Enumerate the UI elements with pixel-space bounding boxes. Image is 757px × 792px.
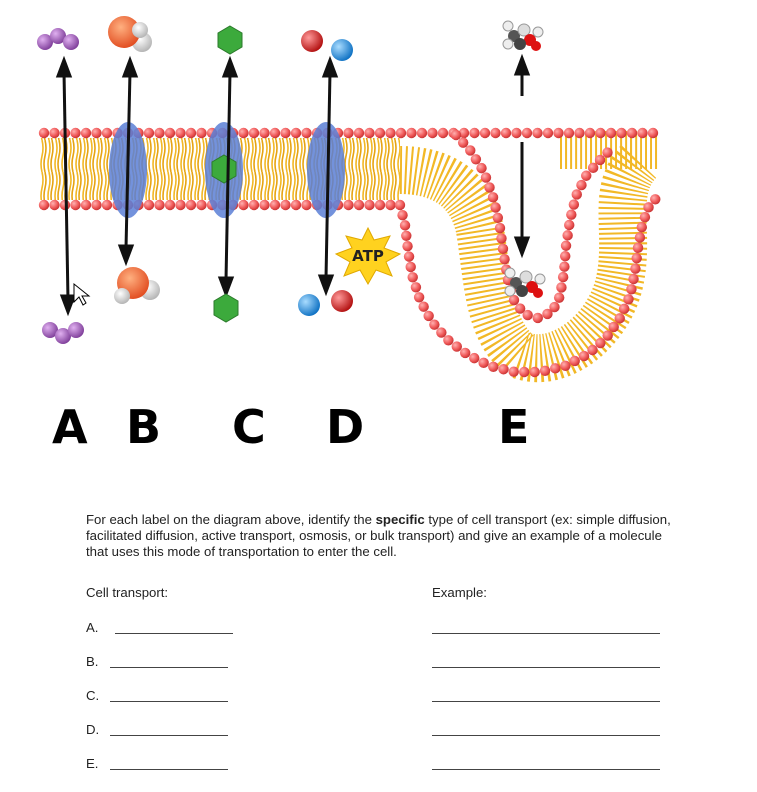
transport-blank-a[interactable] bbox=[115, 620, 233, 634]
phospholipid-head bbox=[270, 128, 280, 138]
phospholipid-head bbox=[560, 251, 570, 261]
phospholipid-head bbox=[564, 220, 574, 230]
molecule-e-in-vesicle bbox=[505, 268, 545, 298]
phospholipid-head bbox=[623, 294, 633, 304]
phospholipid-head bbox=[469, 353, 479, 363]
phospholipid-head bbox=[626, 284, 636, 294]
phospholipid-head bbox=[144, 128, 154, 138]
phospholipid-head bbox=[402, 241, 412, 251]
phospholipid-head bbox=[572, 189, 582, 199]
phospholipid-head bbox=[196, 200, 206, 210]
phospholipid-head bbox=[498, 244, 508, 254]
phospholipid-head bbox=[602, 147, 612, 157]
instructions-text bbox=[86, 512, 676, 560]
phospholipid-head bbox=[481, 172, 491, 182]
cell-transport-heading: Cell transport: bbox=[86, 585, 169, 600]
phospholipid-head bbox=[559, 261, 569, 271]
phospholipid-head bbox=[343, 128, 353, 138]
phospholipid-head bbox=[91, 200, 101, 210]
molecule-c-bottom bbox=[214, 294, 238, 322]
phospholipid-head bbox=[375, 200, 385, 210]
phospholipid-head bbox=[259, 200, 269, 210]
phospholipid-head bbox=[385, 128, 395, 138]
phospholipid-head bbox=[522, 310, 532, 320]
phospholipid-head bbox=[630, 263, 640, 273]
phospholipid-head bbox=[436, 327, 446, 337]
phospholipid-head bbox=[452, 341, 462, 351]
phospholipid-head bbox=[154, 128, 164, 138]
molecule-c-top bbox=[218, 26, 242, 54]
phospholipid-head bbox=[650, 194, 660, 204]
phospholipid-head bbox=[533, 313, 543, 323]
phospholipid-head bbox=[532, 128, 542, 138]
phospholipid-head bbox=[249, 200, 259, 210]
phospholipid-head bbox=[375, 128, 385, 138]
phospholipid-head bbox=[490, 202, 500, 212]
phospholipid-head bbox=[581, 171, 591, 181]
phospholipid-head bbox=[91, 128, 101, 138]
phospholipid-head bbox=[561, 241, 571, 251]
phospholipid-head bbox=[414, 292, 424, 302]
phospholipid-head bbox=[411, 282, 421, 292]
example-blank-b[interactable] bbox=[432, 654, 660, 668]
ion-red-bottom bbox=[331, 290, 353, 312]
phospholipid-head bbox=[70, 128, 80, 138]
instructions-bold: specific bbox=[375, 512, 425, 527]
phospholipid-head bbox=[102, 128, 112, 138]
phospholipid-head bbox=[543, 128, 553, 138]
phospholipid-head bbox=[401, 231, 411, 241]
phospholipid-head bbox=[616, 128, 626, 138]
phospholipid-head bbox=[595, 128, 605, 138]
phospholipid-head bbox=[562, 230, 572, 240]
phospholipid-head bbox=[291, 128, 301, 138]
phospholipid-head bbox=[588, 163, 598, 173]
phospholipid-head bbox=[609, 322, 619, 332]
phospholipid-head bbox=[144, 200, 154, 210]
phospholipid-head bbox=[615, 313, 625, 323]
phospholipid-head bbox=[569, 199, 579, 209]
phospholipid-head bbox=[408, 272, 418, 282]
phospholipid-head bbox=[587, 345, 597, 355]
phospholipid-head bbox=[418, 302, 428, 312]
phospholipid-head bbox=[186, 200, 196, 210]
phospholipid-head bbox=[291, 200, 301, 210]
phospholipid-head bbox=[238, 128, 248, 138]
phospholipid-head bbox=[570, 356, 580, 366]
phospholipid-head bbox=[635, 232, 645, 242]
phospholipid-head bbox=[175, 200, 185, 210]
phospholipid-head bbox=[632, 253, 642, 263]
row-label-d: D. bbox=[86, 722, 100, 737]
phospholipid-head bbox=[451, 130, 461, 140]
phospholipid-head bbox=[460, 348, 470, 358]
phospholipid-head bbox=[70, 200, 80, 210]
phospholipid-head bbox=[443, 335, 453, 345]
phospholipid-head bbox=[417, 128, 427, 138]
worksheet bbox=[86, 512, 676, 771]
phospholipid-head bbox=[595, 338, 605, 348]
phospholipid-head bbox=[550, 363, 560, 373]
section-label-b: B bbox=[126, 400, 162, 454]
phospholipid-head bbox=[643, 202, 653, 212]
transport-blank-d[interactable] bbox=[110, 722, 228, 736]
phospholipid-head bbox=[354, 200, 364, 210]
section-label-e: E bbox=[498, 400, 530, 454]
phospholipid-head bbox=[301, 200, 311, 210]
molecule-a-top bbox=[37, 28, 79, 50]
phospholipid-head bbox=[429, 319, 439, 329]
ion-red-top bbox=[301, 30, 323, 52]
example-blank-a[interactable] bbox=[432, 620, 660, 634]
mouse-cursor bbox=[74, 284, 89, 305]
atp-label: ATP bbox=[352, 247, 384, 265]
section-label-a: A bbox=[52, 400, 88, 454]
phospholipid-head bbox=[301, 128, 311, 138]
phospholipid-head bbox=[39, 200, 49, 210]
phospholipid-head bbox=[81, 128, 91, 138]
phospholipid-head bbox=[554, 292, 564, 302]
row-label-c: C. bbox=[86, 688, 100, 703]
phospholipid-head bbox=[640, 212, 650, 222]
phospholipid-head bbox=[406, 128, 416, 138]
phospholipid-head bbox=[280, 128, 290, 138]
phospholipid-head bbox=[560, 361, 570, 371]
phospholipid-head bbox=[406, 262, 416, 272]
phospholipid-head bbox=[404, 251, 414, 261]
transport-blank-e[interactable] bbox=[110, 756, 228, 770]
phospholipid-head bbox=[529, 367, 539, 377]
phospholipid-head bbox=[484, 182, 494, 192]
transport-blank-b[interactable] bbox=[110, 654, 228, 668]
phospholipid-head bbox=[280, 200, 290, 210]
instructions-suffix: type of cell transport (ex: simple diffusion, facilitated diffusion, active transport, osmosis, or bulk transport) and give an example of a molecule that uses this mode of transportation to enter the cell. bbox=[86, 512, 671, 559]
phospholipid-head bbox=[49, 128, 59, 138]
phospholipid-head bbox=[627, 128, 637, 138]
phospholipid-head bbox=[493, 213, 503, 223]
phospholipid-head bbox=[364, 200, 374, 210]
phospholipid-head bbox=[558, 272, 568, 282]
instructions-prefix: For each label on the diagram above, identify the bbox=[86, 512, 376, 527]
section-label-c: C bbox=[232, 400, 266, 454]
phospholipid-head bbox=[427, 128, 437, 138]
phospholipid-head bbox=[519, 367, 529, 377]
phospholipid-head bbox=[509, 366, 519, 376]
phospholipid-head bbox=[343, 200, 353, 210]
example-heading: Example: bbox=[432, 585, 487, 600]
phospholipid-head bbox=[574, 128, 584, 138]
phospholipid-head bbox=[396, 128, 406, 138]
molecule-b-top bbox=[108, 16, 152, 52]
phospholipid-head bbox=[465, 145, 475, 155]
ion-blue-bottom bbox=[298, 294, 320, 316]
phospholipid-head bbox=[186, 128, 196, 138]
phospholipid-head bbox=[585, 128, 595, 138]
phospholipid-head bbox=[496, 233, 506, 243]
phospholipid-head bbox=[648, 128, 658, 138]
phospholipid-head bbox=[556, 282, 566, 292]
phospholipid-head bbox=[81, 200, 91, 210]
phospholipid-head bbox=[619, 304, 629, 314]
phospholipid-head bbox=[259, 128, 269, 138]
phospholipid-head bbox=[488, 192, 498, 202]
phospholipid-head bbox=[39, 128, 49, 138]
phospholipid-head bbox=[595, 155, 605, 165]
phospholipid-head bbox=[511, 128, 521, 138]
row-label-e: E. bbox=[86, 756, 99, 771]
example-blank-c[interactable] bbox=[432, 688, 660, 702]
phospholipid-head bbox=[499, 254, 509, 264]
phospholipid-head bbox=[154, 200, 164, 210]
molecule-e-top bbox=[503, 21, 543, 51]
phospholipid-head bbox=[249, 128, 259, 138]
molecule-a-bottom bbox=[42, 322, 84, 344]
phospholipid-head bbox=[395, 200, 405, 210]
transport-blank-c[interactable] bbox=[110, 688, 228, 702]
phospholipid-head bbox=[238, 200, 248, 210]
phospholipid-head bbox=[400, 220, 410, 230]
phospholipid-head bbox=[490, 128, 500, 138]
phospholipid-head bbox=[522, 128, 532, 138]
example-blank-d[interactable] bbox=[432, 722, 660, 736]
row-label-a: A. bbox=[86, 620, 99, 635]
phospholipid-head bbox=[488, 362, 498, 372]
phospholipid-head bbox=[478, 358, 488, 368]
phospholipid-head bbox=[540, 366, 550, 376]
phospholipid-head bbox=[165, 128, 175, 138]
molecule-b-bottom bbox=[114, 267, 160, 304]
phospholipid-head bbox=[606, 128, 616, 138]
phospholipid-head bbox=[165, 200, 175, 210]
phospholipid-head bbox=[458, 137, 468, 147]
phospholipid-head bbox=[476, 163, 486, 173]
phospholipid-head bbox=[480, 128, 490, 138]
phospholipid-head bbox=[495, 223, 505, 233]
phospholipid-head bbox=[471, 154, 481, 164]
phospholipid-head bbox=[498, 364, 508, 374]
phospholipid-head bbox=[385, 200, 395, 210]
phospholipid-head bbox=[576, 180, 586, 190]
phospholipid-head bbox=[364, 128, 374, 138]
atp-burst bbox=[336, 228, 400, 284]
phospholipid-head bbox=[501, 128, 511, 138]
example-blank-e[interactable] bbox=[432, 756, 660, 770]
phospholipid-head bbox=[49, 200, 59, 210]
phospholipid-head bbox=[637, 128, 647, 138]
phospholipid-head bbox=[549, 302, 559, 312]
phospholipid-head bbox=[579, 351, 589, 361]
row-label-b: B. bbox=[86, 654, 99, 669]
ion-blue-top bbox=[331, 39, 353, 61]
phospholipid-head bbox=[553, 128, 563, 138]
phospholipid-head bbox=[469, 128, 479, 138]
phospholipid-head bbox=[628, 274, 638, 284]
phospholipid-head bbox=[566, 210, 576, 220]
phospholipid-head bbox=[175, 128, 185, 138]
phospholipid-head bbox=[354, 128, 364, 138]
phospholipid-head bbox=[602, 330, 612, 340]
phospholipid-head bbox=[438, 128, 448, 138]
phospholipid-head bbox=[270, 200, 280, 210]
phospholipid-head bbox=[564, 128, 574, 138]
phospholipid-head bbox=[102, 200, 112, 210]
section-label-d: D bbox=[326, 400, 365, 454]
phospholipid-head bbox=[423, 311, 433, 321]
phospholipid-head bbox=[633, 243, 643, 253]
phospholipid-head bbox=[397, 210, 407, 220]
phospholipid-head bbox=[637, 222, 647, 232]
phospholipid-head bbox=[196, 128, 206, 138]
